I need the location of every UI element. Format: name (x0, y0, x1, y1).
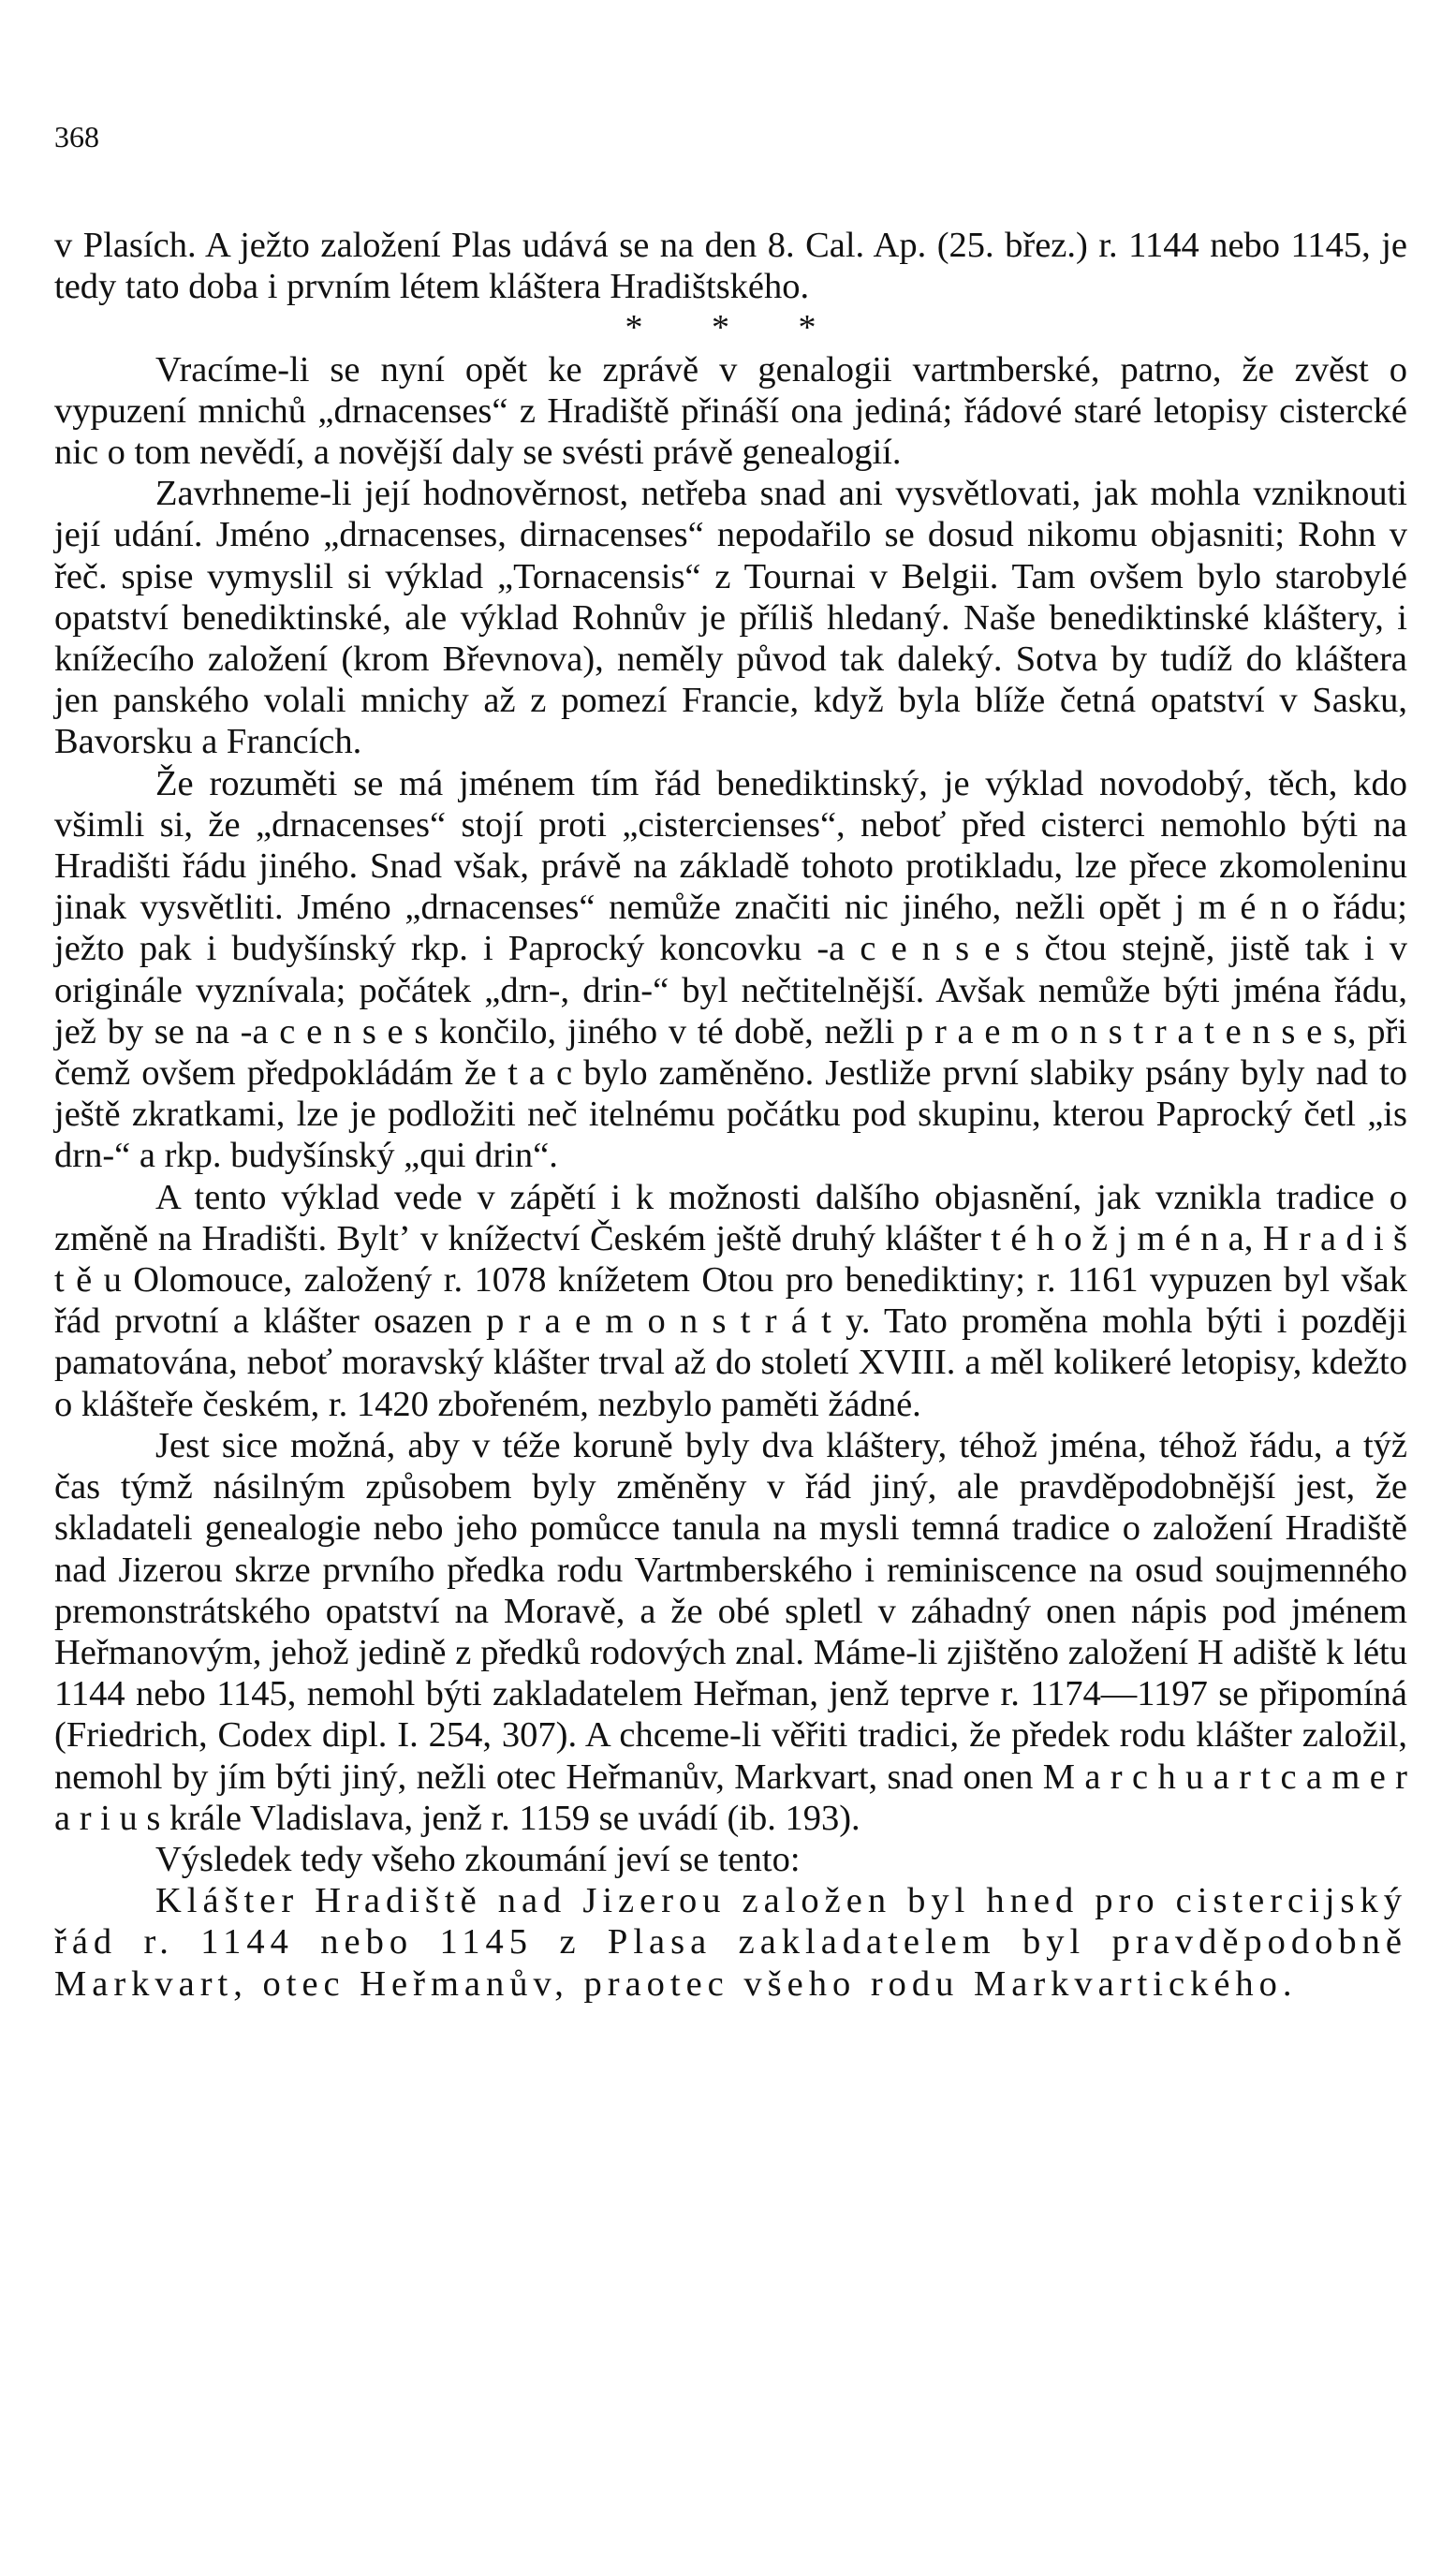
paragraph: Jest sice možná, aby v téže koruně byly dva kláštery, téhož jména, téhož řádu, a týž čas týmž násilným způsobem byly změněny v řád jiný, ale pravděpodobnější jest, že skladateli genealogie nebo jeho pomůcce tanula na mysli temná tradice o založení Hradiště nad Jizerou skrze prvního předka rodu Vartmberského i reminiscence na osud soujmenného premonstrátského opatství na Moravě, a že obé spletl v záhadný onen nápis pod jménem Heřmanovým, jehož jedině z předků rodových znal. Máme-li zjištěno založení H adiště k létu 1144 nebo 1145, nemohl býti zakladatelem Heřman, jenž teprve r. 1174—1197 se připomíná (Friedrich, Codex dipl. I. 254, 307). A chceme-li věřiti tradici, že předek rodu klášter založil, nemohl by jím býti jiný, nežli otec Heřmanův, Markvart, snad onen M a r c h u a r t c a m e r a r i u s krále Vladislava, jenž r. 1159 se uvádí (ib. 193). (54, 1425, 1407, 1838)
section-separator: * * * (625, 308, 846, 348)
paragraph: Že rozuměti se má jménem tím řád benediktinský, je výklad novodobý, těch, kdo všimli si, že „drnacenses“ stojí proti „cistercienses“, neboť před cisterci nemohlo býti na Hradišti řádu jiného. Snad však, právě na základě tohoto protikladu, lze přece zkomoleninu jinak vysvětliti. Jméno „drnacenses“ nemůže značiti nic jiného, nežli opět j m é n o řádu; ježto pak i budyšínský rkp. i Paprocký koncovku -a c e n s e s čtou stejně, jistě tak i v originále vyznívala; počátek „drn-, drin-“ byl nečtitelnější. Avšak nemůže býti jména řádu, jež by se na -a c e n s e s končilo, jiného v té době, nežli p r a e m o n s t r a t e n s e s, při čemž ovšem předpokládám že t a c bylo zaměněno. Jestliže první slabiky psány byly nad to ještě zkratkami, lze je podložiti neč itelnému počátku pod skupinu, kterou Paprocký četl „is drn-“ a rkp. budyšínský „qui drin“. (54, 763, 1407, 1176)
paragraph: A tento výklad vede v zápětí i k možnosti dalšího objasnění, jak vznikla tradice o změně na Hradišti. Byltʼ v knížectví Českém ještě druhý klášter t é h o ž j m é n a, H r a d i š t ě u Olomouce, založený r. 1078 knížetem Otou pro benediktiny; r. 1161 vypuzen byl však řád prvotní a klášter osazen p r a e m o n s t r á t y. Tato proměna mohla býti i později pamatována, neboť moravský klášter trval až do století XVIII. a měl kolikeré letopisy, kdežto o klášteře českém, r. 1420 zbořeném, nezbylo paměti žádné. (54, 1177, 1407, 1424)
page-number: 368 (54, 120, 99, 154)
conclusion-paragraph: Klášter Hradiště nad Jizerou založen byl hned pro cistercijský řád r. 1144 nebo 1145 z Plasa zakladatelem byl pravděpodobně Markvart, otec Heřmanův, praotec všeho rodu Markvartického. (54, 1881, 1407, 2004)
paragraph-continuation: v Plasích. A ježto založení Plas udává se na den 8. Cal. Ap. (25. břez.) r. 1144 nebo 1145, je tedy tato doba i prvním létem kláštera Hradištského. (54, 226, 1407, 307)
paragraph: Vracíme-li se nyní opět ke zprávě v genalogii vartmberské, patrno, že zvěst o vypuzení mnichů „drnacenses“ z Hradiště přináší ona jediná; řádové staré letopisy cistercké nic o tom nevědí, a novější daly se svésti právě genealogií. (54, 349, 1407, 473)
paragraph: Zavrhneme-li její hodnověrnost, netřeba snad ani vysvětlovati, jak mohla vzniknouti její udání. Jméno „drnacenses, dirnacenses“ nepodařilo se dosud nikomu objasniti; Rohn v řeč. spise vymyslil si výklad „Tornacensis“ z Tournai v Belgii. Tam ovšem bylo starobylé opatství benediktinské, ale výklad Rohnův je příliš hledaný. Naše benediktinské kláštery, i knížecího založení (krom Břevnova), neměly původ tak daleký. Sotva by tudíž do kláštera jen panského volali mnichy až z pomezí Francie, když byla blíže četná opatství v Sasku, Bavorsku a Francích. (54, 474, 1407, 762)
body-text (54, 225, 1407, 2005)
paragraph: Výsledek tedy všeho zkoumání jeví se tento: (155, 1839, 801, 1879)
